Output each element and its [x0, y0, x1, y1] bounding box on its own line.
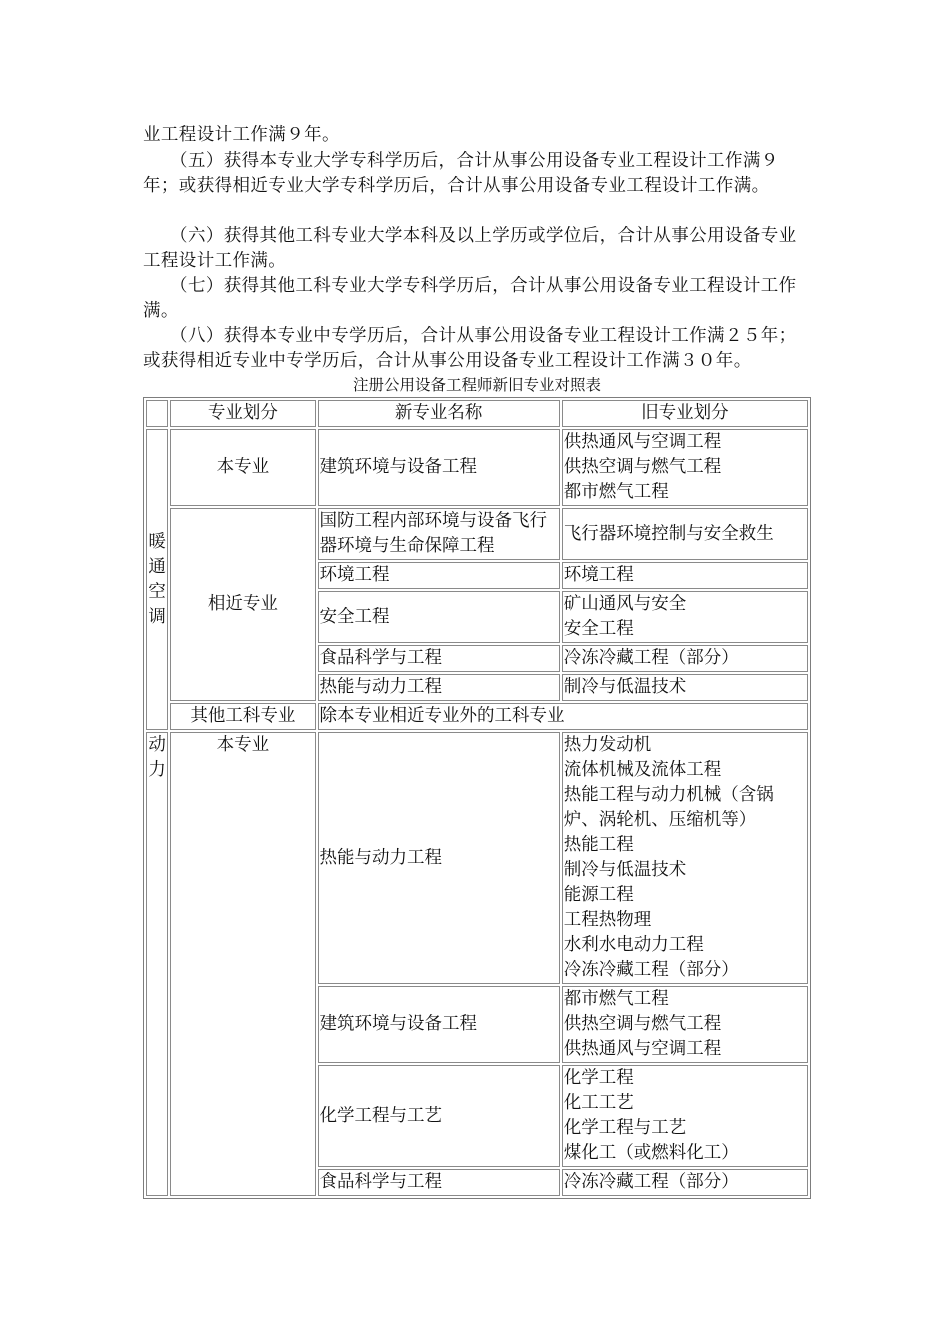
new-major-cell: 环境工程: [318, 562, 560, 589]
new-major-cell: 建筑环境与设备工程: [318, 429, 560, 506]
new-major-cell: 食品科学与工程: [318, 645, 560, 672]
header-new-major: 新专业名称: [318, 400, 560, 427]
old-major-cell: 制冷与低温技术: [562, 674, 808, 701]
new-major-cell: 食品科学与工程: [318, 1169, 560, 1196]
paragraph-item-5: （五）获得本专业大学专科学历后，合计从事公用设备专业工程设计工作满９年；或获得相近专业大学专科学历后，合计从事公用设备专业工程设计工作满。: [143, 151, 779, 196]
table-row: [146, 508, 808, 560]
division-cell: 本专业: [170, 732, 315, 1196]
paragraph-item-6: （六）获得其他工科专业大学本科及以上学历或学位后，合计从事公用设备专业工程设计工作满。: [143, 226, 797, 271]
division-cell: 本专业: [170, 429, 315, 506]
table-row: [146, 703, 808, 730]
old-major-cell: 环境工程: [562, 562, 808, 589]
new-major-cell: 热能与动力工程: [318, 732, 560, 984]
new-major-cell: 化学工程与工艺: [318, 1065, 560, 1167]
table-row: [146, 429, 808, 506]
division-cell: 其他工科专业: [170, 703, 315, 730]
old-major-cell: 供热通风与空调工程 供热空调与燃气工程 都市燃气工程: [562, 429, 808, 506]
paragraph-item-8: （八）获得本专业中专学历后，合计从事公用设备专业工程设计工作满２５年；或获得相近专业中专学历后，合计从事公用设备专业工程设计工作满３０年。: [143, 326, 797, 371]
header-old-major: 旧专业划分: [562, 400, 808, 427]
new-major-cell: 热能与动力工程: [318, 674, 560, 701]
table-row: [146, 732, 808, 984]
table-caption: 注册公用设备工程师新旧专业对照表: [352, 376, 601, 394]
new-major-cell: 国防工程内部环境与设备飞行器环境与生命保障工程: [318, 508, 560, 560]
group-label-hvac: 暖 通 空 调: [146, 429, 168, 730]
header-division: 专业划分: [170, 400, 315, 427]
new-major-cell: 建筑环境与设备工程: [318, 986, 560, 1063]
old-major-cell: 化学工程 化工工艺 化学工程与工艺 煤化工（或燃料化工）: [562, 1065, 808, 1167]
division-cell: 相近专业: [170, 508, 315, 701]
old-major-cell: 冷冻冷藏工程（部分）: [562, 1169, 808, 1196]
new-major-cell: 除本专业相近专业外的工科专业: [318, 703, 808, 730]
old-major-cell: 都市燃气工程 供热空调与燃气工程 供热通风与空调工程: [562, 986, 808, 1063]
old-major-cell: 飞行器环境控制与安全救生: [562, 508, 808, 560]
table-header-row: [146, 400, 808, 427]
header-blank-cell: [146, 400, 168, 427]
group-label-power: 动 力: [146, 732, 168, 1196]
old-major-cell: 冷冻冷藏工程（部分）: [562, 645, 808, 672]
old-major-cell: 热力发动机 流体机械及流体工程 热能工程与动力机械（含锅炉、涡轮机、压缩机等） 热能工程 制冷与低温技术 能源工程 工程热物理 水利水电动力工程 冷冻冷藏工程（部分）: [562, 732, 808, 984]
new-major-cell: 安全工程: [318, 591, 560, 643]
paragraph-continuation: 业工程设计工作满９年。: [143, 125, 340, 145]
paragraph-item-7: （七）获得其他工科专业大学专科学历后，合计从事公用设备专业工程设计工作满。: [143, 276, 797, 321]
major-comparison-table: [143, 397, 811, 1199]
old-major-cell: 矿山通风与安全 安全工程: [562, 591, 808, 643]
